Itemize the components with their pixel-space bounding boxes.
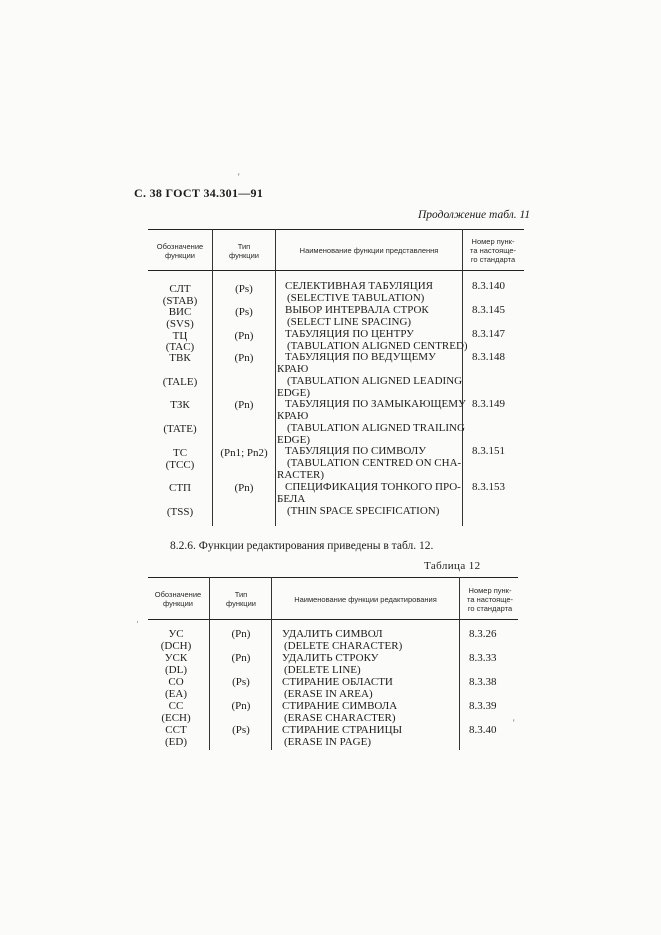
function-type: (Ps): [232, 724, 250, 736]
function-name: СТИРАНИЕ СИМВОЛА: [282, 700, 398, 712]
function-type: (Pn): [234, 330, 254, 342]
column-header-type: Тип функции: [229, 242, 259, 260]
function-designation: (STAB): [162, 295, 198, 307]
section-paragraph: 8.2.6. Функции редактирования приведены в табл. 12.: [170, 540, 434, 552]
function-name: СТИРАНИЕ СТРАНИЦЫ: [282, 724, 403, 736]
table-header-rule: [148, 619, 518, 620]
function-designation: (EA): [165, 688, 187, 700]
function-type: (Pn): [234, 399, 254, 411]
function-designation: (TCC): [165, 459, 195, 471]
clause-number: 8.3.40: [469, 724, 497, 736]
function-designation: (TAC): [165, 341, 195, 353]
clause-number: 8.3.26: [469, 628, 497, 640]
table-top-rule: [148, 229, 524, 230]
function-name: СТИРАНИЕ ОБЛАСТИ: [282, 676, 393, 688]
clause-number: 8.3.38: [469, 676, 497, 688]
column-header-number: Номер пунк- та настояще- го стандарта: [466, 586, 513, 613]
function-name: RACTER): [277, 469, 325, 481]
function-type: (Pn): [234, 482, 254, 494]
function-type: (Pn1; Pn2): [220, 447, 268, 459]
clause-number: 8.3.147: [472, 328, 505, 340]
function-name: (TABULATION ALIGNED CENTRED): [287, 340, 468, 352]
table-header-rule: [148, 270, 524, 271]
clause-number: 8.3.33: [469, 652, 497, 664]
function-designation: СО: [168, 676, 184, 688]
function-designation: СС: [168, 700, 184, 712]
clause-number: 8.3.153: [472, 481, 505, 493]
clause-number: 8.3.145: [472, 304, 505, 316]
function-designation: ССТ: [165, 724, 187, 736]
function-designation: ТЗК: [170, 399, 190, 411]
function-type: (Pn): [231, 700, 251, 712]
function-designation: (SVS): [166, 318, 194, 330]
column-divider: [462, 229, 463, 526]
function-type: (Pn): [234, 352, 254, 364]
function-designation: ТС: [172, 447, 188, 459]
function-designation: ТЦ: [172, 330, 188, 342]
function-designation: (DCH): [160, 640, 192, 652]
function-designation: (TSS): [166, 506, 194, 518]
function-name: ТАБУЛЯЦИЯ ПО ЦЕНТРУ: [285, 328, 414, 340]
function-designation: СТП: [169, 482, 191, 494]
function-designation: ТВК: [169, 352, 191, 364]
function-type: (Pn): [231, 628, 251, 640]
function-name: EDGE): [277, 387, 310, 399]
function-name: БЕЛА: [277, 493, 306, 505]
function-designation: (TALE): [162, 376, 198, 388]
function-designation: СЛТ: [169, 283, 191, 295]
clause-number: 8.3.149: [472, 398, 505, 410]
column-header-name: Наименование функции редактирования: [294, 595, 437, 604]
function-name: (ERASE CHARACTER): [284, 712, 396, 724]
function-name: ТАБУЛЯЦИЯ ПО ВЕДУЩЕМУ: [285, 351, 436, 363]
function-name: КРАЮ: [277, 410, 309, 422]
table-continuation-label: Продолжение табл. 11: [418, 209, 531, 221]
clause-number: 8.3.140: [472, 280, 505, 292]
clause-number: 8.3.148: [472, 351, 505, 363]
scan-speck: ': [238, 172, 240, 182]
function-designation: УСК: [164, 652, 188, 664]
function-name: (DELETE LINE): [284, 664, 361, 676]
function-designation: (DL): [165, 664, 187, 676]
table-top-rule: [148, 577, 518, 578]
column-header-type: Тип функции: [226, 590, 256, 608]
function-name: СЕЛЕКТИВНАЯ ТАБУЛЯЦИЯ: [285, 280, 434, 292]
function-designation: (ED): [165, 736, 187, 748]
function-name: (THIN SPACE SPECIFICATION): [287, 505, 440, 517]
column-header-number: Номер пунк- та настояще- го стандарта: [469, 237, 516, 264]
function-name: (TABULATION ALIGNED TRAILING: [287, 422, 465, 434]
scan-speck: ·: [136, 617, 139, 627]
function-designation: ВИС: [168, 306, 192, 318]
function-name: УДАЛИТЬ СТРОКУ: [282, 652, 379, 664]
function-type: (Ps): [235, 283, 253, 295]
column-header-designation: Обозначение функции: [154, 590, 202, 608]
function-type: (Pn): [231, 652, 251, 664]
function-type: (Ps): [235, 306, 253, 318]
function-designation: УС: [168, 628, 184, 640]
function-designation: (ECH): [161, 712, 191, 724]
function-name: (ERASE IN AREA): [284, 688, 373, 700]
column-header-name: Наименование функции представлення: [299, 246, 439, 255]
clause-number: 8.3.151: [472, 445, 505, 457]
function-name: (ERASE IN PAGE): [284, 736, 371, 748]
function-name: КРАЮ: [277, 363, 309, 375]
clause-number: 8.3.39: [469, 700, 497, 712]
column-divider: [275, 229, 276, 526]
function-name: ВЫБОР ИНТЕРВАЛА СТРОК: [285, 304, 429, 316]
function-name: (TABULATION ALIGNED LEADING: [287, 375, 463, 387]
column-header-designation: Обозначение функции: [156, 242, 204, 260]
function-name: УДАЛИТЬ СИМВОЛ: [282, 628, 383, 640]
function-name: EDGE): [277, 434, 310, 446]
function-name: ТАБУЛЯЦИЯ ПО СИМВОЛУ: [285, 445, 427, 457]
table-label: Таблица 12: [424, 560, 481, 572]
scan-speck: ': [513, 718, 515, 728]
function-name: СПЕЦИФИКАЦИЯ ТОНКОГО ПРО-: [285, 481, 461, 493]
function-name: (SELECTIVE TABULATION): [287, 292, 425, 304]
function-name: (SELECT LINE SPACING): [287, 316, 412, 328]
page-reference: С. 38 ГОСТ 34.301—91: [134, 186, 264, 200]
function-type: (Ps): [232, 676, 250, 688]
function-name: ТАБУЛЯЦИЯ ПО ЗАМЫКАЮЩЕМУ: [285, 398, 466, 410]
function-designation: (TATE): [163, 423, 197, 435]
function-name: (TABULATION CENTRED ON CHA-: [287, 457, 462, 469]
function-name: (DELETE CHARACTER): [284, 640, 403, 652]
